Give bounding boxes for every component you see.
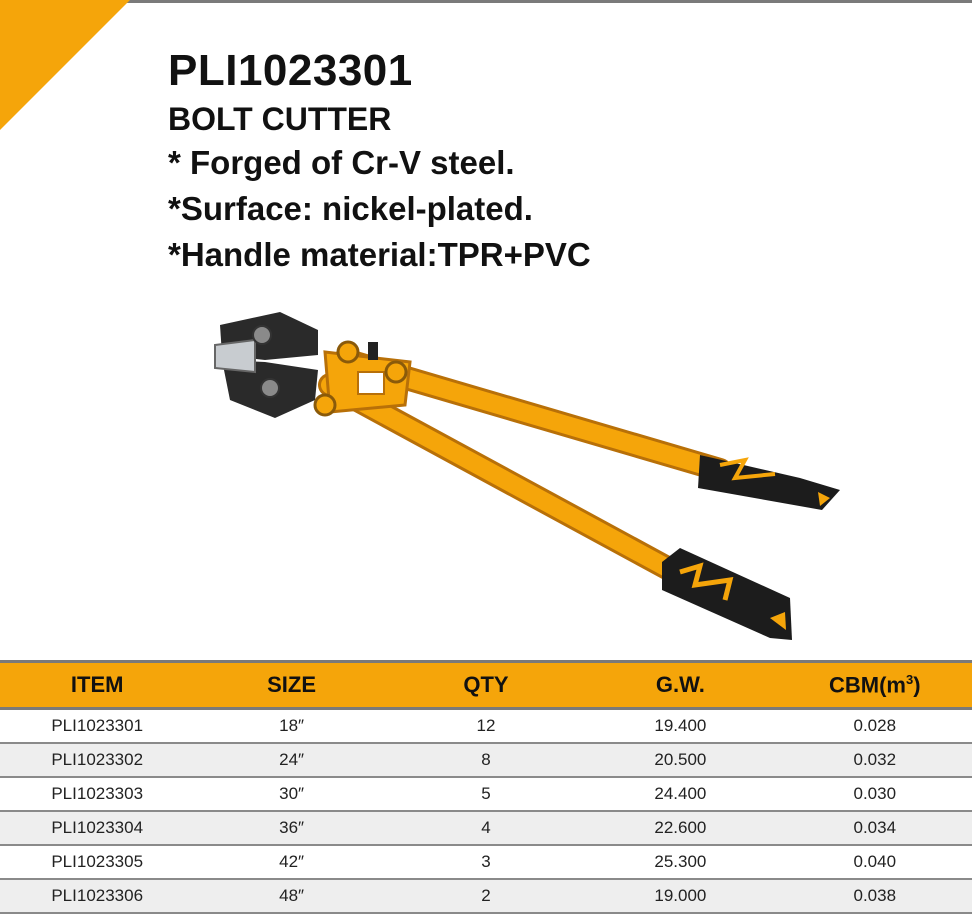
cell-qty: 4 (389, 811, 583, 845)
cell-gw: 24.400 (583, 777, 777, 811)
cell-size: 30″ (194, 777, 388, 811)
cell-item: PLI1023306 (0, 879, 194, 913)
cell-item: PLI1023302 (0, 743, 194, 777)
table-row (0, 879, 972, 913)
corner-accent (0, 0, 130, 130)
cell-gw: 25.300 (583, 845, 777, 879)
feature-line: *Surface: nickel-plated. (168, 190, 533, 227)
table-row (0, 743, 972, 777)
cell-qty: 2 (389, 879, 583, 913)
col-header-size: SIZE (194, 662, 388, 709)
col-header-item: ITEM (0, 662, 194, 709)
cbm-label: CBM(m (829, 672, 906, 698)
cell-gw: 19.000 (583, 879, 777, 913)
spec-table (0, 660, 972, 914)
feature-line: * Forged of Cr-V steel. (168, 144, 515, 181)
cell-qty: 12 (389, 709, 583, 744)
table-row (0, 777, 972, 811)
cell-size: 18″ (194, 709, 388, 744)
cell-gw: 19.400 (583, 709, 777, 744)
cell-qty: 3 (389, 845, 583, 879)
cell-cbm: 0.032 (778, 743, 972, 777)
cell-size: 48″ (194, 879, 388, 913)
product-header (168, 44, 591, 278)
product-code: PLI1023301 (168, 46, 413, 95)
cell-item: PLI1023304 (0, 811, 194, 845)
cell-size: 42″ (194, 845, 388, 879)
cell-cbm: 0.034 (778, 811, 972, 845)
bolt-cutter-image (200, 300, 860, 650)
cell-qty: 8 (389, 743, 583, 777)
cell-size: 36″ (194, 811, 388, 845)
cell-qty: 5 (389, 777, 583, 811)
cell-gw: 20.500 (583, 743, 777, 777)
cell-cbm: 0.040 (778, 845, 972, 879)
table-row (0, 845, 972, 879)
col-header-gw: G.W. (583, 662, 777, 709)
col-header-qty: QTY (389, 662, 583, 709)
cell-item: PLI1023301 (0, 709, 194, 744)
table-header-row (0, 662, 972, 709)
product-name: BOLT CUTTER (168, 101, 392, 137)
cell-item: PLI1023305 (0, 845, 194, 879)
cell-item: PLI1023303 (0, 777, 194, 811)
top-rule (0, 0, 972, 3)
table-row (0, 709, 972, 744)
cell-cbm: 0.030 (778, 777, 972, 811)
cell-size: 24″ (194, 743, 388, 777)
cell-cbm: 0.038 (778, 879, 972, 913)
table-row (0, 811, 972, 845)
cell-gw: 22.600 (583, 811, 777, 845)
cbm-close: ) (913, 672, 921, 698)
cbm-superscript: 3 (906, 671, 914, 687)
feature-line: *Handle material:TPR+PVC (168, 236, 591, 273)
col-header-cbm (778, 662, 972, 709)
cell-cbm: 0.028 (778, 709, 972, 744)
